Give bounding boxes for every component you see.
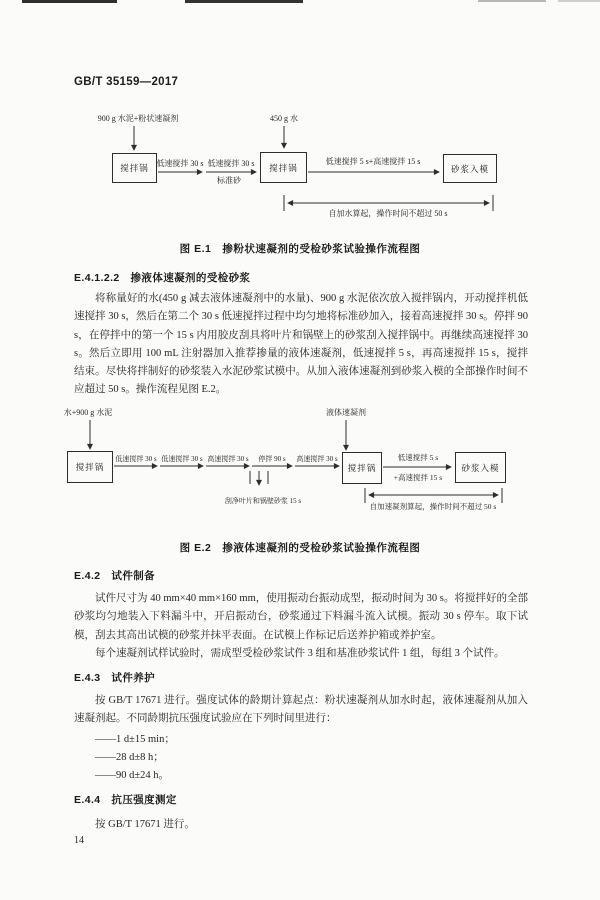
- fig2-scrape-note-label: 刮净叶片和锅壁砂浆 15 s: [224, 497, 302, 505]
- fig1-step3-label: 低速搅拌 5 s+高速搅拌 15 s: [325, 157, 421, 166]
- fig2-duration-label: 自加速凝剂算起，操作时间不超过 50 s: [369, 502, 497, 511]
- section-e44-heading: E.4.4 抗压强度测定: [74, 794, 177, 806]
- fig1-duration-label: 自加水算起，操作时间不超过 50 s: [328, 209, 448, 218]
- fig2-mixing-pot1-box: 搅拌锅: [67, 451, 113, 483]
- figure-e1-flowchart: [0, 110, 600, 238]
- section-e44-paragraph: [74, 816, 528, 834]
- fig2-step2-label: 低速搅拌 30 s: [161, 455, 203, 463]
- paragraph-text: 将称量好的水(450 g 减去液体速凝剂中的水量)、900 g 水泥依次放入搅拌锅内，开动搅拌机低速搅拌 30 s，然后在第二个 30 s 低速搅拌过程中均匀地将标准砂加入，接着高速搅拌 30 s。停拌 90 s，在停拌中的第一个 15 s 内用胶皮刮具将叶片和锅壁上的砂浆刮入搅拌锅中。再继续高速搅拌 30 s。然后立即用 100 mL 注射器加入推荐掺量的液体速凝剂，低速搅拌 5 s，再高速搅拌 15 s，搅拌结束。尽快将拌制好的砂浆装入水泥砂浆试模中。从加入液体速凝剂到砂浆入模的全部操作时间不应超过 50 s。操作流程见图 E.2。: [74, 293, 528, 396]
- fig1-input-cement-label: 900 g 水泥+粉状速凝剂: [97, 114, 179, 123]
- fig2-step5-label: 高速搅拌 30 s: [296, 455, 338, 463]
- fig2-input-accelerator-label: 液体速凝剂: [326, 408, 366, 417]
- section-e42-heading: E.4.2 试件制备: [74, 570, 156, 582]
- section-e43-heading: E.4.3 试件养护: [74, 672, 156, 684]
- fig2-final-step-line2-label: +高速搅拌 15 s: [393, 473, 443, 482]
- standard-number-header: GB/T 35159—2017: [74, 76, 179, 88]
- fig1-mixing-pot1-box: 搅拌锅: [112, 153, 157, 183]
- fig2-step3-label: 高速搅拌 30 s: [207, 455, 249, 463]
- section-e4122-heading: E.4.1.2.2 掺液体速凝剂的受检砂浆: [74, 272, 251, 284]
- fig1-step2-label: 低速搅拌 30 s: [207, 159, 255, 168]
- fig1-standard-sand-label: 标准砂: [217, 176, 241, 185]
- fig1-input-water-label: 450 g 水: [270, 114, 298, 123]
- scan-edge-artifact: [478, 0, 546, 2]
- figure-e1-caption: 图 E.1 掺粉状速凝剂的受检砂浆试验操作流程图: [179, 243, 421, 255]
- figure-e2-caption: 图 E.2 掺液体速凝剂的受检砂浆试验操作流程图: [179, 542, 421, 554]
- scan-edge-artifact: [185, 0, 303, 3]
- section-e43-paragraph: [74, 692, 528, 729]
- curing-age-list: [74, 731, 528, 785]
- list-item: ——28 d±8 h；: [95, 752, 164, 763]
- list-item: ——90 d±24 h。: [95, 770, 170, 781]
- page-number: 14: [74, 835, 84, 846]
- list-item: ——1 d±15 min；: [95, 734, 175, 745]
- section-e42-paragraphs: [74, 590, 528, 663]
- scan-edge-artifact: [558, 0, 600, 2]
- fig1-mold-box: 砂浆入模: [443, 154, 497, 183]
- paragraph-text: 每个速凝剂试样试验时，需成型受检砂浆试件 3 组和基准砂浆试件 1 组，每组 3 个试件。: [95, 647, 505, 659]
- figure-e2-flowchart: [0, 403, 600, 533]
- paragraph-text: 按 GB/T 17671 进行。强度试体的龄期计算起点：粉状速凝剂从加水时起，液体速凝剂从加入速凝剂起。不同龄期抗压强度试验应在下列时间里进行：: [74, 695, 528, 725]
- fig2-input-mix-label: 水+900 g 水泥: [63, 408, 113, 417]
- scan-edge-artifact: [22, 0, 117, 3]
- paragraph-text: 试件尺寸为 40 mm×40 mm×160 mm，使用振动台振动成型，振动时间为 30 s。将搅拌好的全部砂浆均匀地装入下料漏斗中，开启振动台，砂浆通过下料漏斗流入试模。振动 30 s 停车。取下试模，刮去其高出试模的砂浆并抹平表面。在试模上作标记后送养护箱或养护室。: [74, 593, 528, 641]
- fig2-mold-box: 砂浆入模: [455, 452, 506, 483]
- fig2-step1-label: 低速搅拌 30 s: [115, 455, 157, 463]
- fig2-final-step-line1-label: 低速搅拌 5 s: [397, 453, 439, 462]
- fig2-step4-label: 停拌 90 s: [258, 455, 286, 463]
- fig1-step1-label: 低速搅拌 30 s: [156, 159, 204, 168]
- fig1-mixing-pot2-box: 搅拌锅: [260, 152, 307, 183]
- fig2-mixing-pot2-box: 搅拌锅: [342, 452, 382, 484]
- paragraph-text: 按 GB/T 17671 进行。: [95, 819, 195, 830]
- section-e4122-paragraph: [74, 290, 528, 400]
